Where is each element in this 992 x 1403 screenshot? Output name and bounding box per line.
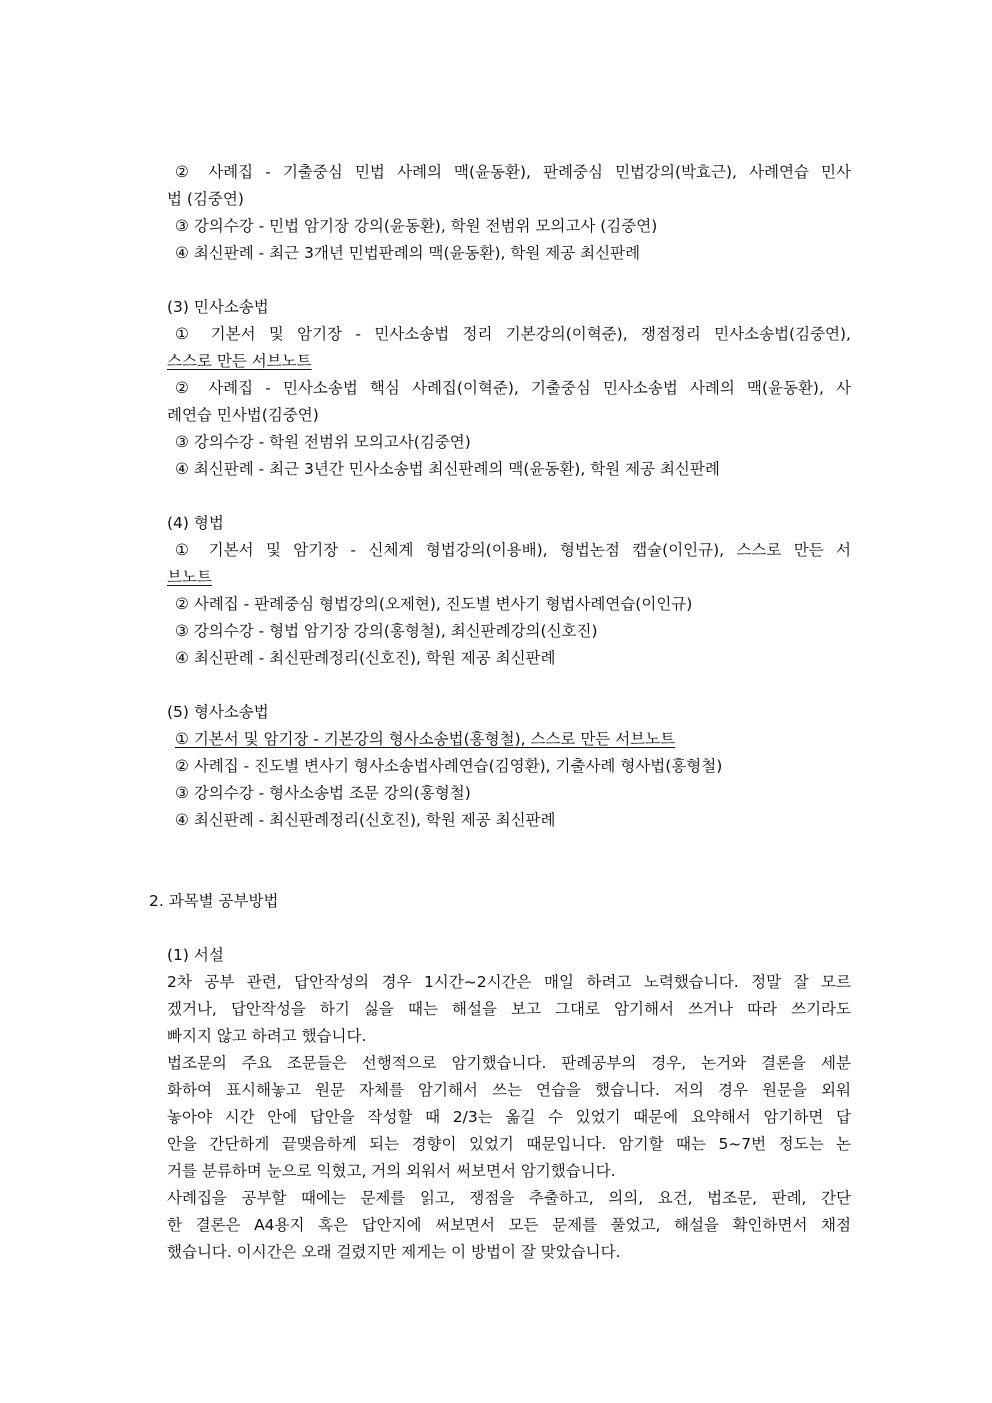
criminal-law-heading: (4) 형법 [167, 514, 224, 532]
paragraph-line: 거를 분류하며 눈으로 익혔고, 거의 외워서 써보면서 암기했습니다. [167, 1162, 616, 1180]
paragraph-line: 놓아야 시간 안에 답안을 작성할 때 2/3는 옮길 수 있었기 때문에 요약해서 암기하면 답 [167, 1108, 851, 1126]
criminal-procedure-item-1-text: ① 기본서 및 암기장 - 기본강의 형사소송법(홍형철), 스스로 만든 서브노트 [175, 730, 676, 748]
civil-law-item-2-line-1: ② 사례집 - 기출중심 민법 사례의 맥(윤동환), 판례중심 민법강의(박효근), 사례연습 민사 [175, 163, 851, 181]
civil-procedure-item-2-line-2: 례연습 민사법(김중연) [167, 406, 319, 424]
criminal-law-item-4: ④ 최신판례 - 최신판례정리(신호진), 학원 제공 최신판례 [175, 649, 556, 667]
paragraph-line: 2차 공부 관련, 답안작성의 경우 1시간~2시간은 매일 하려고 노력했습니다. 정말 잘 모르 [167, 973, 851, 991]
criminal-procedure-item-4: ④ 최신판례 - 최신판례정리(신호진), 학원 제공 최신판례 [175, 811, 556, 829]
civil-law-item-4: ④ 최신판례 - 최근 3개년 민법판례의 맥(윤동환), 학원 제공 최신판례 [175, 244, 641, 262]
civil-procedure-item-1-line-1: ① 기본서 및 암기장 - 민사소송법 정리 기본강의(이혁준), 쟁점정리 민사소송법(김중연), [175, 325, 851, 343]
civil-procedure-item-1-line-2 [167, 351, 851, 371]
paragraph-line: 했습니다. 이시간은 오래 걸렸지만 제게는 이 방법이 잘 맞았습니다. [167, 1243, 621, 1261]
section-2-heading: 2. 과목별 공부방법 [149, 892, 279, 910]
paragraph-line: 법조문의 주요 조문들은 선행적으로 암기했습니다. 판례공부의 경우, 논거와 결론을 세분 [167, 1054, 851, 1072]
civil-law-item-3: ③ 강의수강 - 민법 암기장 강의(윤동환), 학원 전범위 모의고사 (김중연) [175, 217, 658, 235]
sub-note-underlined: 스스로 만든 서브노트 [167, 352, 312, 370]
paragraph-line: 겠거나, 답안작성을 하기 싫을 때는 해설을 보고 그대로 암기해서 쓰거나 따라 쓰기라도 [167, 1000, 851, 1018]
paragraph-line: 빠지지 않고 하려고 했습니다. [167, 1027, 367, 1045]
civil-procedure-item-4: ④ 최신판례 - 최근 3년간 민사소송법 최신판례의 맥(윤동환), 학원 제공 최신판례 [175, 460, 720, 478]
paragraph-line: 화하여 표시해놓고 원문 자체를 암기해서 쓰는 연습을 했습니다. 저의 경우 원문을 외워 [167, 1081, 851, 1099]
civil-procedure-item-2-line-1: ② 사례집 - 민사소송법 핵심 사례집(이혁준), 기출중심 민사소송법 사례의 맥(윤동환), 사 [175, 379, 851, 397]
sub-note-underlined: 브노트 [167, 568, 212, 586]
civil-law-item-2-line-2: 법 (김중연) [167, 190, 244, 208]
civil-procedure-item-3: ③ 강의수강 - 학원 전범위 모의고사(김중연) [175, 433, 471, 451]
criminal-law-item-1-line-1: ① 기본서 및 암기장 - 신체계 형법강의(이용배), 형법논점 캡슐(이인규), 스스로 만든 서 [175, 541, 851, 559]
criminal-law-item-1-line-2 [167, 567, 851, 587]
criminal-procedure-heading: (5) 형사소송법 [167, 703, 269, 721]
criminal-law-item-3: ③ 강의수강 - 형법 암기장 강의(홍형철), 최신판례강의(신호진) [175, 622, 598, 640]
paragraph-line: 안을 간단하게 끝맺음하게 되는 경향이 있었기 때문입니다. 암기할 때는 5~7번 정도는 논 [167, 1135, 851, 1153]
criminal-procedure-item-1 [175, 729, 851, 749]
criminal-procedure-item-3: ③ 강의수강 - 형사소송법 조문 강의(홍형철) [175, 784, 471, 802]
section-2-sub-heading: (1) 서설 [167, 946, 224, 964]
civil-procedure-heading: (3) 민사소송법 [167, 298, 269, 316]
paragraph-line: 한 결론은 A4용지 혹은 답안지에 써보면서 모든 문제를 풀었고, 해설을 확인하면서 채점 [167, 1216, 851, 1234]
criminal-procedure-item-2: ② 사례집 - 진도별 변사기 형사소송법사례연습(김영환), 기출사례 형사법(홍형철) [175, 757, 723, 775]
criminal-law-item-2: ② 사례집 - 판례중심 형법강의(오제현), 진도별 변사기 형법사례연습(이인규) [175, 595, 693, 613]
paragraph-line: 사례집을 공부할 때에는 문제를 읽고, 쟁점을 추출하고, 의의, 요건, 법조문, 판례, 간단 [167, 1189, 851, 1207]
